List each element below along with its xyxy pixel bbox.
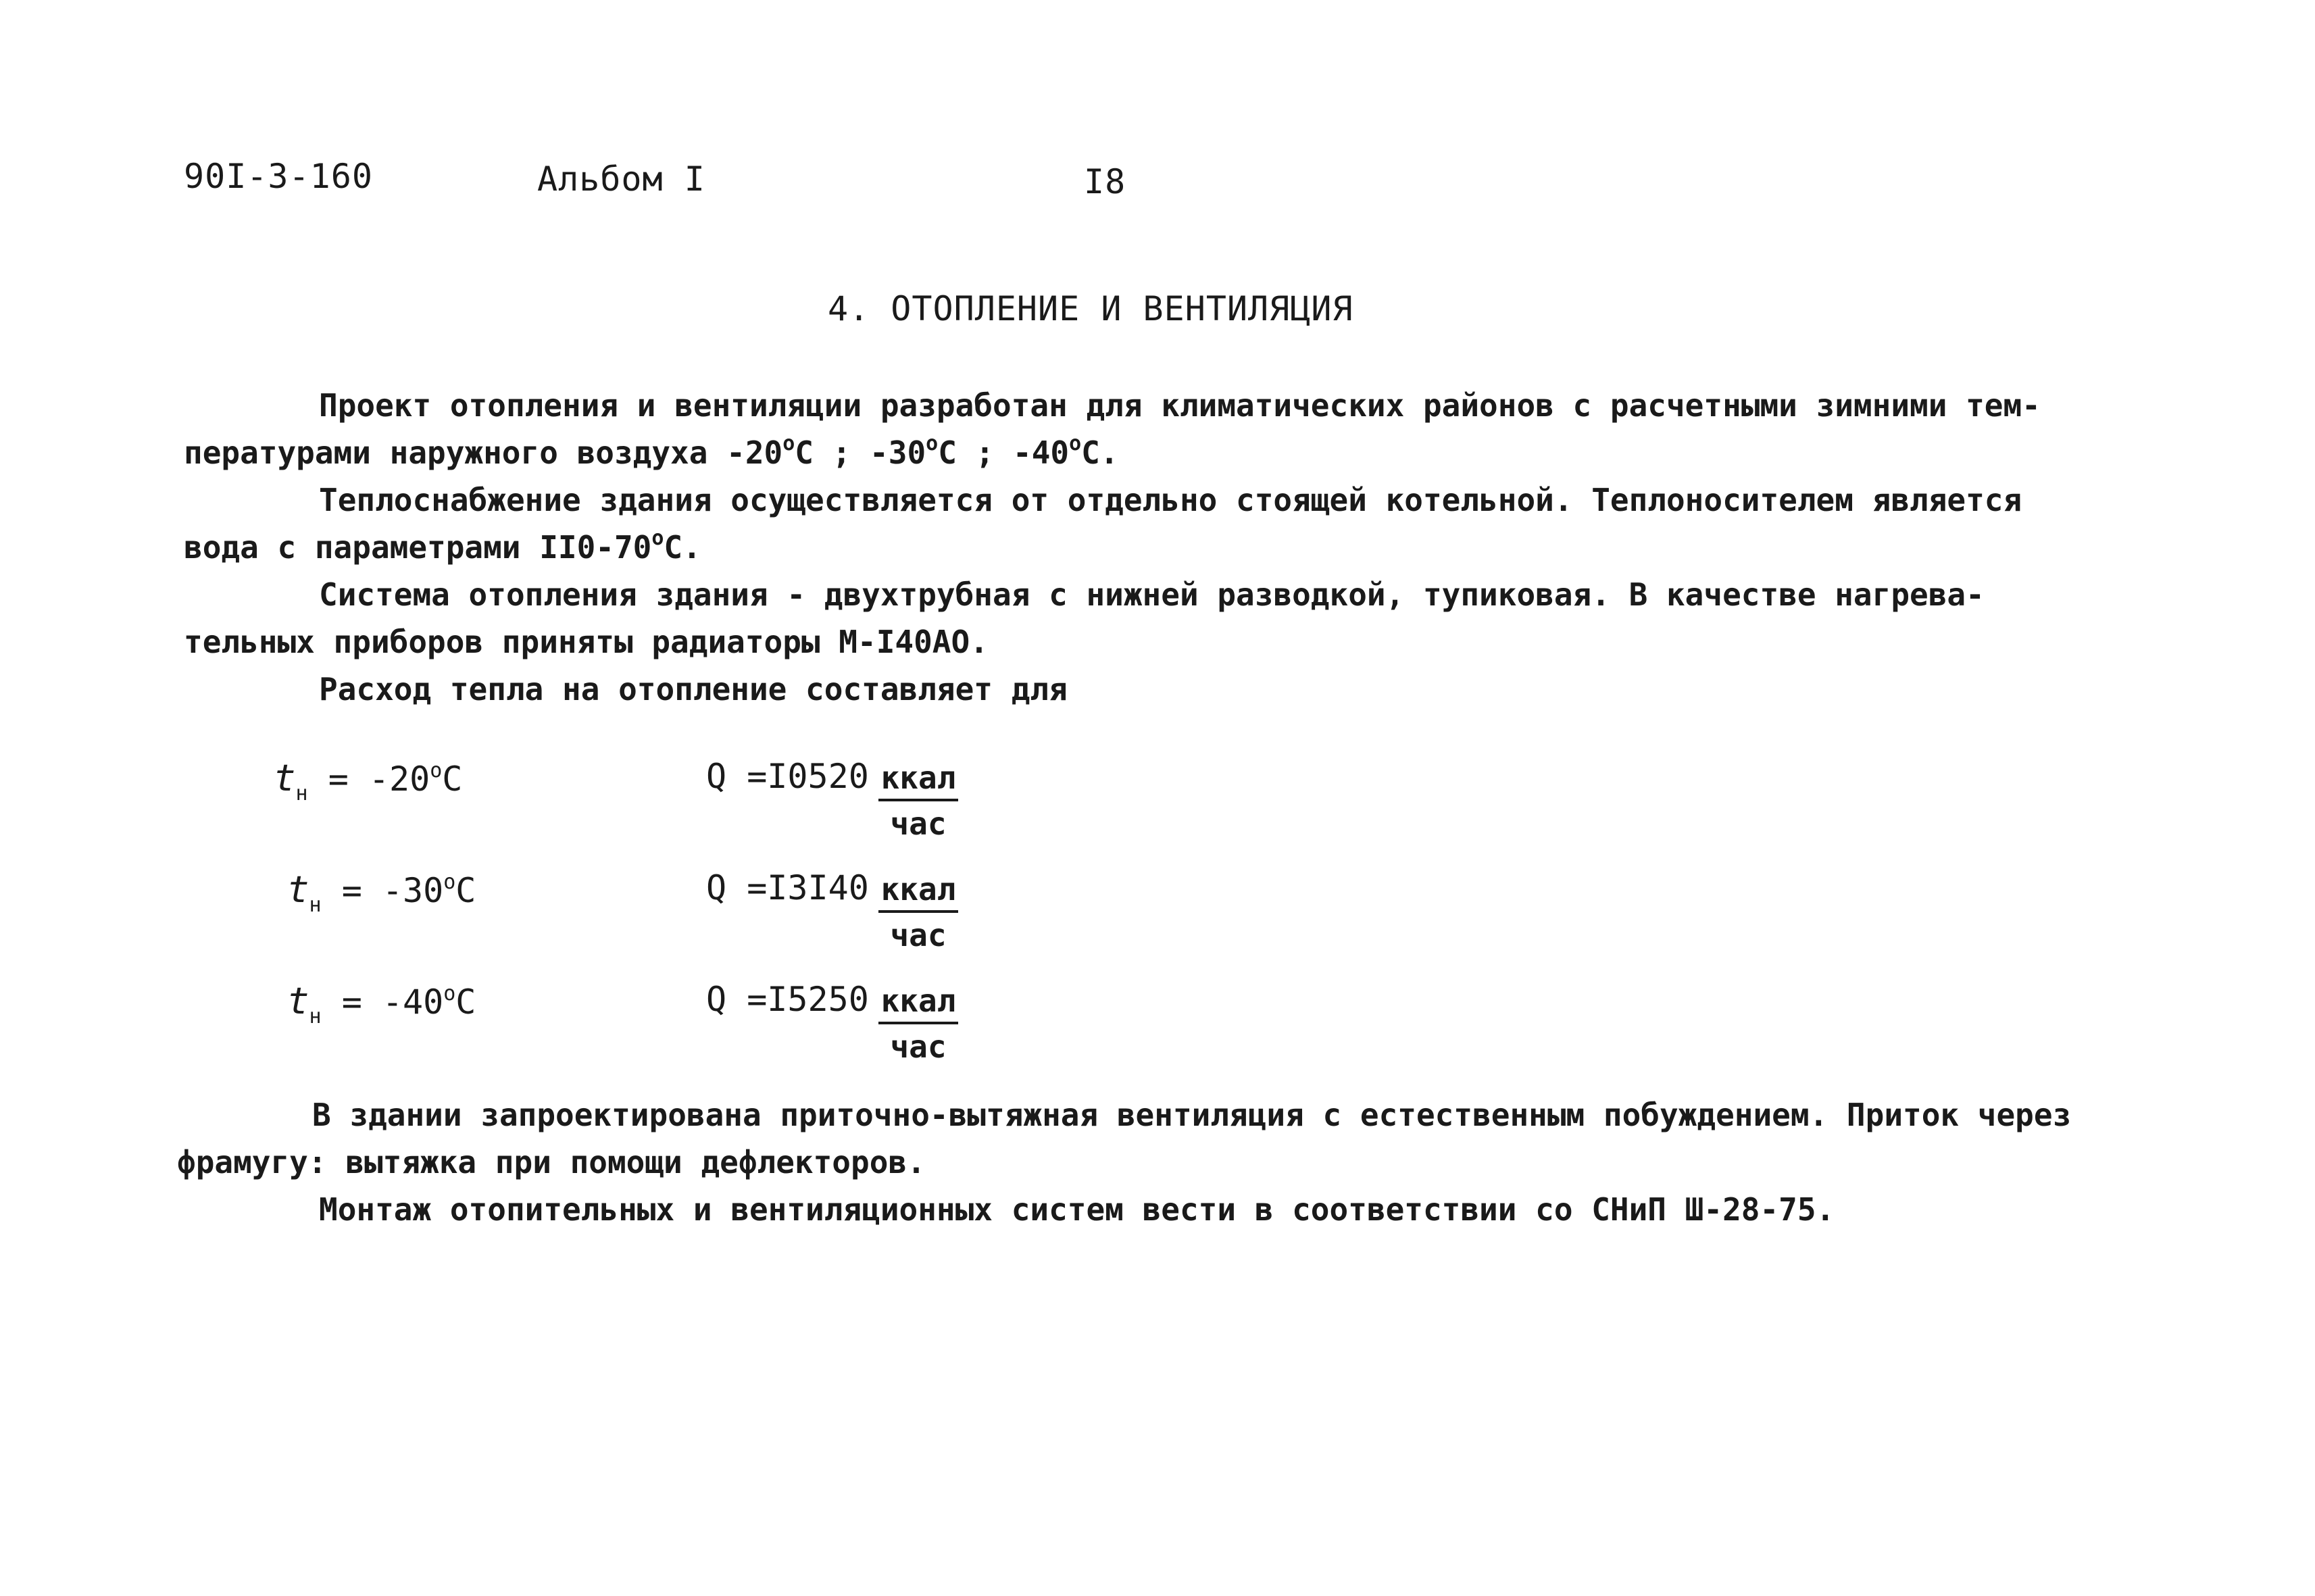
unit-fraction xyxy=(878,758,958,846)
temperature-label xyxy=(287,868,476,917)
paragraph-line: Проект отопления и вентиляции разработан для климатических районов с расчетными зимними тем- xyxy=(319,387,2041,424)
degree-sign: o xyxy=(443,982,456,1005)
paragraph-design-conditions xyxy=(184,382,2041,476)
paragraph-installation xyxy=(184,1186,1835,1233)
unit-fraction xyxy=(878,870,958,957)
temperature-unit: С xyxy=(442,759,463,799)
t-symbol: t xyxy=(287,980,309,1022)
paragraph-line: фрамугу: вытяжка при помощи дефлекторов. xyxy=(177,1144,926,1180)
paragraph-heating-system xyxy=(184,571,1985,666)
unit-numerator: ккал xyxy=(878,758,958,801)
paragraph-line: Монтаж отопительных и вентиляционных систем вести в соответствии со СНиП Ш-28-75. xyxy=(319,1191,1835,1228)
temperature-unit: С xyxy=(455,982,476,1022)
heat-value: Q =I3I40 xyxy=(706,868,869,907)
unit-numerator: ккал xyxy=(878,981,958,1024)
paragraph-line: В здании запроектирована приточно-вытяжная вентиляция с естественным побуждением. Приток через xyxy=(312,1097,2072,1133)
album-label: Альбом I xyxy=(537,159,705,199)
unit-denominator: час xyxy=(890,805,947,842)
unit-denominator: час xyxy=(890,917,947,953)
paragraph-heat-supply xyxy=(184,476,2022,571)
paragraph-line xyxy=(184,524,2022,571)
paragraph-line: тельных приборов приняты радиаторы М-I40АО. xyxy=(184,624,989,660)
paragraph-line: Расход тепла на отопление составляет для xyxy=(319,671,1068,707)
temperature-label xyxy=(287,980,476,1028)
document-number: 90I-3-160 xyxy=(184,157,373,196)
paragraph-line xyxy=(184,429,2041,476)
t-symbol: t xyxy=(287,868,309,911)
temperature-value: = -40 xyxy=(341,982,444,1022)
degree-sign: o xyxy=(926,432,939,455)
temperature-unit: С xyxy=(455,871,476,910)
text-run: С ; -30 xyxy=(795,434,926,471)
text-run: вода с параметрами II0-70 xyxy=(184,529,652,566)
t-subscript: н xyxy=(309,1005,322,1028)
degree-sign: o xyxy=(430,759,443,782)
text-run: С ; -40 xyxy=(938,434,1070,471)
temperature-label xyxy=(274,757,462,805)
section-title: 4. ОТОПЛЕНИЕ И ВЕНТИЛЯЦИЯ xyxy=(828,289,1353,328)
temperature-value: = -20 xyxy=(328,759,430,799)
degree-sign: o xyxy=(782,432,795,455)
unit-denominator: час xyxy=(890,1028,947,1065)
text-run: С. xyxy=(664,529,701,566)
heat-value: Q =I5250 xyxy=(706,980,869,1019)
paragraph-ventilation xyxy=(177,1091,2071,1186)
text-run: пературами наружного воздуха -20 xyxy=(184,434,783,471)
unit-numerator: ккал xyxy=(878,870,958,913)
t-subscript: н xyxy=(309,893,322,917)
heat-value: Q =I0520 xyxy=(706,757,869,796)
paragraph-line: Теплоснабжение здания осуществляется от отдельно стоящей котельной. Теплоносителем является xyxy=(319,482,2022,518)
page-number: I8 xyxy=(1084,162,1126,201)
t-subscript: н xyxy=(295,782,308,805)
degree-sign: o xyxy=(651,526,664,550)
temperature-value: = -30 xyxy=(341,871,444,910)
degree-sign: o xyxy=(1069,432,1082,455)
paragraph-line: Система отопления здания - двухтрубная с нижней разводкой, тупиковая. В качестве нагрева- xyxy=(319,576,1985,613)
text-run: С. xyxy=(1081,434,1119,471)
t-symbol: t xyxy=(274,757,296,799)
degree-sign: o xyxy=(443,870,456,894)
paragraph-heat-consumption xyxy=(184,666,1068,713)
unit-fraction xyxy=(878,981,958,1069)
